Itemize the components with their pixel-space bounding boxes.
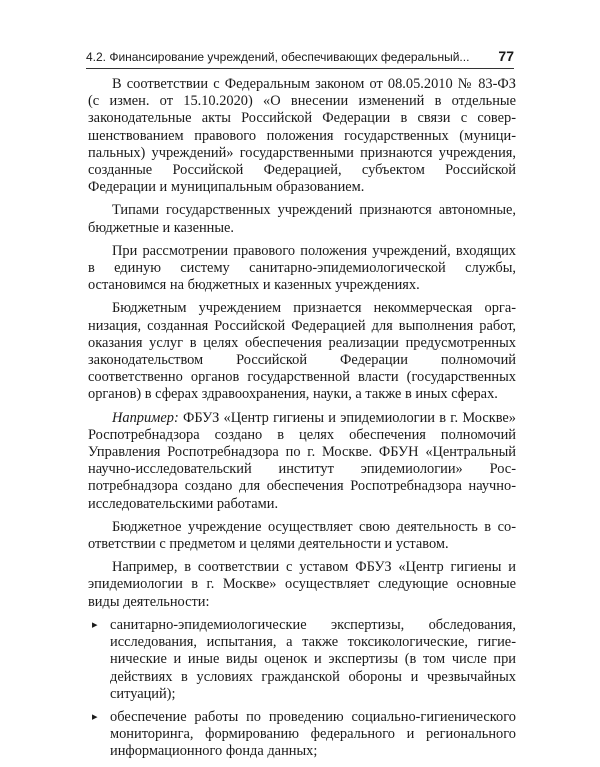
example-lead: Например: bbox=[112, 409, 179, 426]
body-text bbox=[88, 76, 516, 767]
paragraph: Бюджетное учреждение осуществляет свою деятельность в соответствии с предметом и целями деятельности и уставом. bbox=[88, 518, 516, 553]
paragraph: В соответствии с Федеральным законом от 08.05.2010 № 83-ФЗ (с измен. от 15.10.2020) «О внесении изменений в отдельные законодательные акты Российской Федерации в связи с совершенствованием правового положения государственных (муниципальных) учреждений» государственными признаются учреждения, созданные Российской Федерацией, субъектом Российской Федерации и муниципальным образованием. bbox=[88, 76, 516, 196]
bullet-arrow-icon: ▸ bbox=[92, 710, 98, 723]
list-item-text: обеспечение работы по проведению социально-гигиенического мониторинга, формированию федерального и регионального информационного фонда данных; bbox=[110, 708, 516, 760]
paragraph: Типами государственных учреждений признаются автономные, бюджетные и казенные. bbox=[88, 202, 516, 236]
header-rule bbox=[86, 68, 514, 69]
paragraph: Например, в соответствии с уставом ФБУЗ «Центр гигиены и эпидемиологии в г. Москве» осуществляет следующие основные виды деятельности: bbox=[88, 559, 516, 610]
activity-list bbox=[88, 617, 516, 761]
example-text: ФБУЗ «Центр гигиены и эпидемиологии в г. Москве» Роспотребнадзора создано в целях обеспечения полномочий Управления Роспотребнадзора по г. Москве. ФБУН «Центральный научно-исследовательский институт эпидемиологии» Роспотребнадзора создано для обеспечения Роспотребнадзора научно-исследовательскими работами. bbox=[88, 409, 516, 512]
running-title: 4.2. Финансирование учреждений, обеспечивающих федеральный... bbox=[86, 50, 470, 64]
paragraph: При рассмотрении правового положения учреждений, входящих в единую систему санитарно-эпидемиологической службы, остановимся на бюджетных и казенных учреждениях. bbox=[88, 242, 516, 294]
page-number: 77 bbox=[498, 48, 514, 64]
example-paragraph bbox=[88, 410, 516, 513]
list-item-text: санитарно-эпидемиологические экспертизы, обследования, исследования, испытания, а также токсикологические, гигиенические и иные виды оценок и экспертизы (в том числе при действиях в условиях гражданской обороны и чрезвычайных ситуаций); bbox=[110, 616, 516, 702]
running-header bbox=[86, 48, 514, 68]
bullet-arrow-icon: ▸ bbox=[92, 618, 98, 631]
list-item bbox=[88, 617, 516, 703]
paragraph: Бюджетным учреждением признается некоммерческая организация, созданная Российской Федерацией для выполнения работ, оказания услуг в целях обеспечения реализации предусмотренных законодательством Российской Федерации полномочий соответственно органов государственной власти (государственных органов) в сферах здравоохранения, науки, а также в иных сферах. bbox=[88, 300, 516, 403]
list-item bbox=[88, 709, 516, 761]
